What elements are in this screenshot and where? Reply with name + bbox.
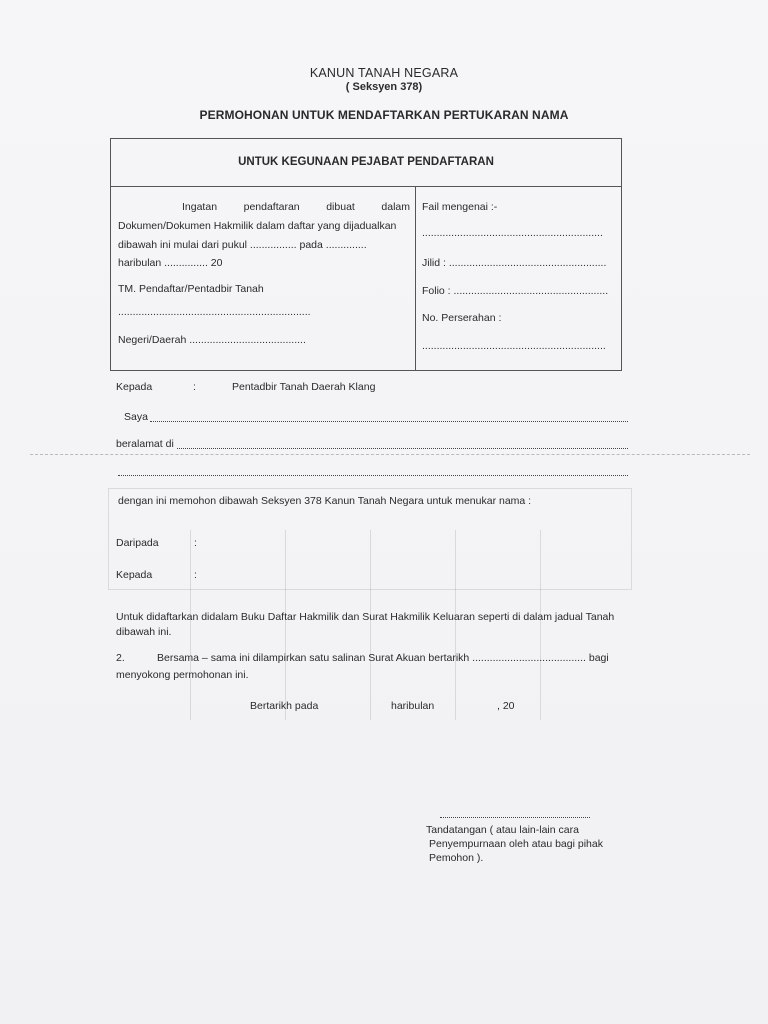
state-label: Negeri/Daerah ........................................ (118, 334, 306, 346)
signature-caption-1: Tandatangan ( atau lain-lain cara (426, 824, 579, 836)
paragraph-1-line-1: Untuk didaftarkan didalam Buku Daftar Hakmilik dan Surat Hakmilik Keluaran seperti di dalam jadual Tanah (116, 611, 615, 623)
office-use-box (110, 138, 622, 371)
perserahan-label: No. Perserahan : (422, 312, 502, 324)
officer-label: TM. Pendaftar/Pentadbir Tanah (118, 283, 264, 295)
officer-line: .................................................................. (118, 306, 311, 318)
file-label: Fail mengenai :- (422, 201, 498, 213)
kepada-colon: : (193, 381, 196, 393)
jilid-label: Jilid : ...................................................... (422, 257, 607, 269)
kepada-label: Kepada (116, 381, 153, 393)
address-line-1 (177, 448, 628, 449)
paragraph-2-line-1: Bersama – sama ini dilampirkan satu salinan Surat Akuan bertarikh ....................................... bagi (157, 652, 609, 664)
law-title: KANUN TANAH NEGARA (309, 66, 459, 80)
daripada-label: Daripada (116, 537, 159, 549)
memo-line-2: Dokumen/Dokumen Hakmilik dalam daftar yang dijadualkan (118, 220, 397, 232)
saya-line (150, 421, 628, 422)
paragraph-1-line-2: dibawah ini. (116, 626, 172, 638)
scan-artifact (30, 454, 750, 456)
signature-caption-3: Pemohon ). (429, 852, 484, 864)
memo-line-4: haribulan ............... 20 (118, 257, 223, 269)
form-title: PERMOHONAN UNTUK MENDAFTARKAN PERTUKARAN NAMA (199, 108, 569, 122)
address-line-2 (118, 475, 628, 476)
day-label: haribulan (391, 700, 435, 712)
memo-line-1: Ingatan pendaftaran dibuat dalam (182, 201, 410, 213)
paragraph-2-line-2: menyokong permohonan ini. (116, 669, 249, 681)
perserahan-line: ............................................................... (422, 340, 606, 352)
year-label: , 20 (497, 700, 515, 712)
dated-label: Bertarikh pada (250, 700, 319, 712)
request-text: dengan ini memohon dibawah Seksyen 378 Kanun Tanah Negara untuk menukar nama : (118, 495, 532, 507)
signature-line (440, 817, 590, 818)
memo-line-3: dibawah ini mulai dari pukul ................ pada .............. (118, 239, 367, 251)
section-label: ( Seksyen 378) (345, 81, 423, 93)
kepada2-colon: : (194, 569, 197, 581)
office-use-title: UNTUK KEGUNAAN PEJABAT PENDAFTARAN (111, 139, 621, 187)
kepada-value: Pentadbir Tanah Daerah Klang (232, 381, 376, 393)
paragraph-2-number: 2. (116, 652, 125, 664)
daripada-colon: : (194, 537, 197, 549)
folio-label: Folio : ..................................................... (422, 285, 609, 297)
file-line: .............................................................. (422, 227, 603, 239)
saya-label: Saya (124, 411, 148, 423)
ghost-table (100, 530, 630, 720)
box-divider (415, 186, 416, 370)
signature-caption-2: Penyempurnaan oleh atau bagi pihak (429, 838, 603, 850)
address-label: beralamat di (116, 438, 174, 450)
kepada2-label: Kepada (116, 569, 153, 581)
